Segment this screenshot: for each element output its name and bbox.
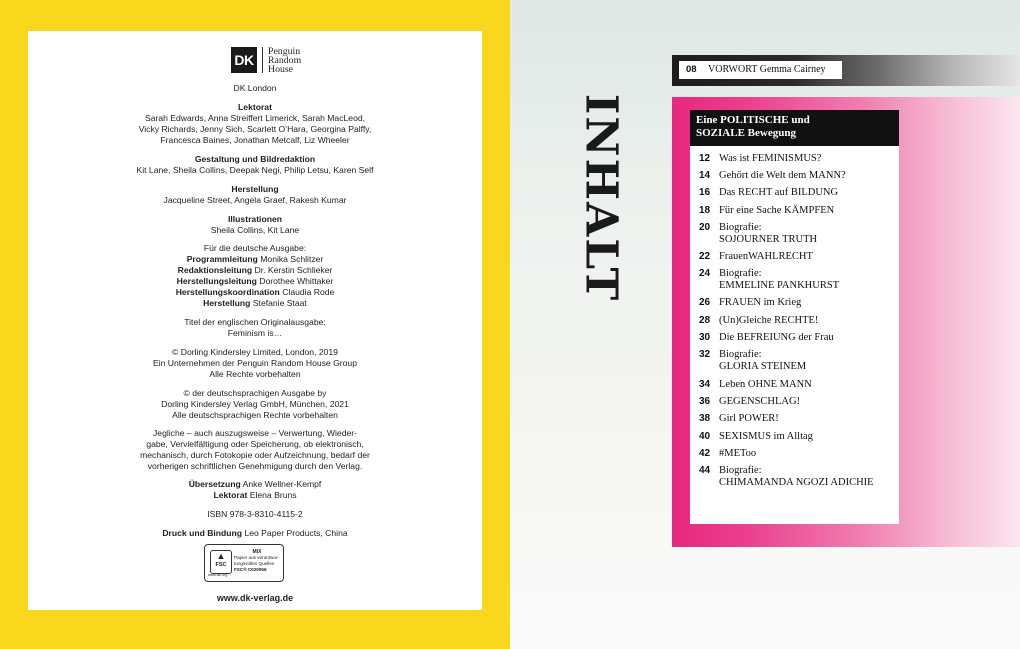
website-link[interactable]: www.dk-verlag.de bbox=[216, 593, 294, 603]
logo-divider bbox=[262, 47, 263, 73]
credit-illustrationen: Illustrationen Sheila Collins, Kit Lane bbox=[210, 214, 300, 235]
copyright-german: © der deutschsprachigen Ausgabe by Dorling Kindersley Verlag GmbH, München, 2021 Alle deutschsprachigen Rechte vorbehalten bbox=[161, 388, 349, 420]
german-edition-credits: Für die deutsche Ausgabe: Programmleitung Monika Schlitzer Redaktionsleitung Dr. Kerstin Schlieker Herstellungsleitung Dorothee Whittaker Herstellungskoordination Claudia Rode Herstellung Stefanie Staat bbox=[175, 243, 335, 308]
fsc-label bbox=[204, 544, 284, 582]
dk-logo: DK bbox=[231, 47, 257, 73]
credit-lektorat: Lektorat Sarah Edwards, Anna Streiffert Limerick, Sarah MacLeod, Vicky Richards, Jenny Sich, Scarlett O’Hara, Georgina Palffy, Francesca Baines, Jonathan Metcalf, Liz Wheeler bbox=[138, 102, 372, 145]
fsc-text: MIX Papier aus verantwor- tungsvollen Quellen FSC® C020056 bbox=[234, 549, 279, 572]
location: DK London bbox=[233, 83, 277, 93]
prh-logo: Penguin Random House bbox=[268, 45, 302, 75]
foreword-entry[interactable] bbox=[679, 61, 842, 79]
table-of-contents: Eine POLITISCHE und SOZIALE Bewegung 12 Was ist FEMINISMUS? 14 Gehört die Welt dem MANN? 16 Das RECHT auf BILDUNG 18 Für eine Sache KÄMPFEN 20 Biografie: SOJOURNER TRUTH 22 FrauenWAHLRECHT 24 Biografie: EMMELINE PANKHURST 26 FRAUEN im Krieg 28 (Un)Gleiche RECHTE! 30 Die BEFREIUNG der Frau 32 Biografie: GLORIA STEINEM 34 Leben OHNE MANN 36 GEGENSCHLAG! 38 Girl POWER! 40 SEXISMUS im Alltag 42 #METoo 44 Biografie: CHIMAMANDA NGOZI ADICHIE bbox=[690, 110, 899, 524]
foreword-title: VORWORT Gemma Cairney bbox=[708, 64, 826, 75]
inhalt-heading-text: INHALT bbox=[575, 93, 627, 302]
credit-gestaltung: Gestaltung und Bildredaktion Kit Lane, Sheila Collins, Deepak Negi, Philip Letsu, Karen Self bbox=[136, 154, 374, 175]
imprint-panel bbox=[28, 31, 482, 610]
copyright-original: © Dorling Kindersley Limited, London, 2019 Ein Unternehmen der Penguin Random House Group Alle Rechte vorbehalten bbox=[153, 347, 357, 379]
rights-notice: Jegliche – auch auszugsweise – Verwertung, Wieder- gabe, Vervielfältigung oder Speicherung, ob elektronisch, mechanisch, durch Fotokopie oder Aufzeichnung, bedarf der vorherigen schriftlichen Genehmigung durch den Verlag. bbox=[140, 428, 370, 471]
printing-credit: Druck und Bindung Leo Paper Products, China bbox=[162, 528, 348, 538]
fsc-url: www.fsc.org bbox=[208, 573, 228, 577]
publisher-logo bbox=[231, 45, 301, 75]
inhalt-heading bbox=[575, 93, 627, 302]
foreword-page-number: 08 bbox=[686, 64, 697, 75]
isbn: ISBN 978-3-8310-4115-2 bbox=[207, 509, 303, 519]
translation-credits: Übersetzung Anke Wellner-Kempf Lektorat Elena Bruns bbox=[188, 479, 322, 500]
fsc-tree-icon: ▲ FSC bbox=[210, 550, 232, 574]
credit-herstellung: Herstellung Jacqueline Street, Angela Graef, Rakesh Kumar bbox=[163, 184, 347, 205]
section-title: Eine POLITISCHE und SOZIALE Bewegung bbox=[690, 110, 899, 146]
original-title: Titel der englischen Originalausgabe: Feminism is… bbox=[184, 317, 326, 338]
